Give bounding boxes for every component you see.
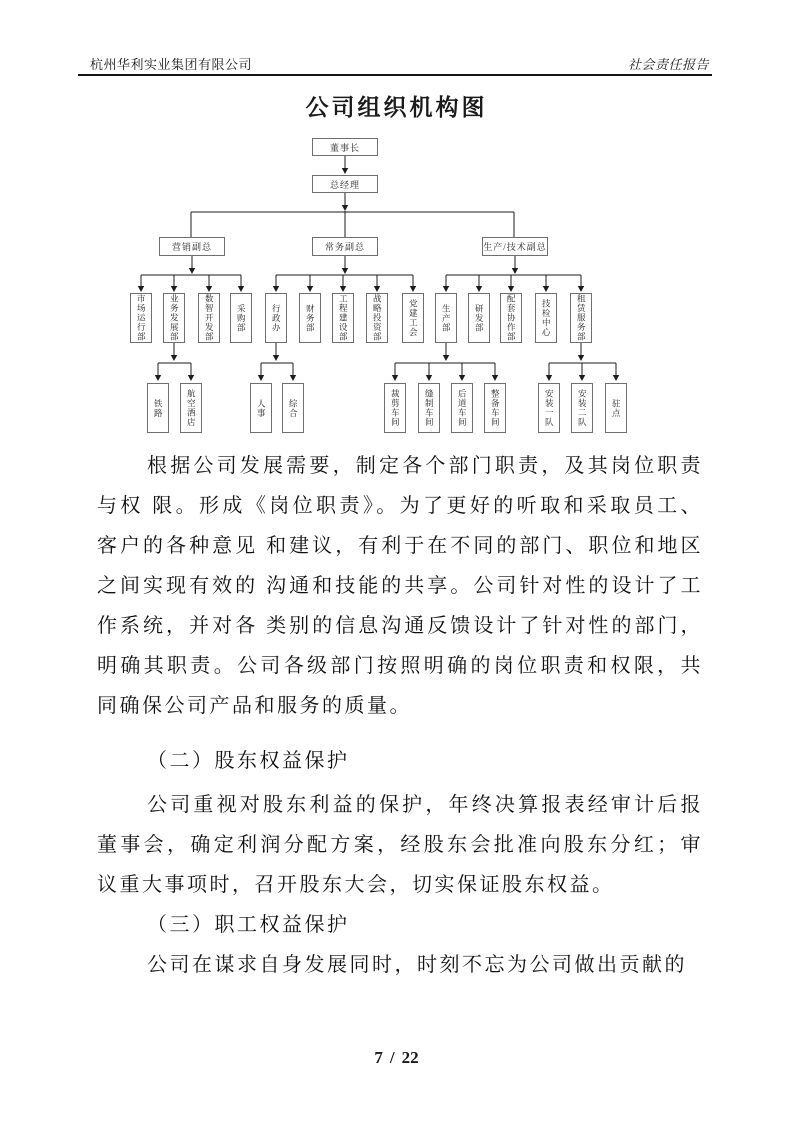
section-heading: （三）职工权益保护 <box>147 914 350 936</box>
org-node-unit-station <box>605 383 627 433</box>
org-node-dept-digital-development <box>198 293 220 343</box>
org-node-unit-aviation-hotel <box>180 383 202 433</box>
org-node-dept-party-union <box>402 293 424 343</box>
org-node-dept-leasing-service <box>570 293 592 343</box>
org-node-chairman: 董事长 <box>312 138 378 156</box>
org-node-label: 整备车间 <box>490 389 501 427</box>
body-text <box>97 446 703 985</box>
org-node-unit-installation-team-1 <box>538 383 560 433</box>
org-node-unit-hr <box>250 383 272 433</box>
text-line: 作系统，并对各 类别的信息沟通反馈设计了针对性的部门， <box>97 615 703 637</box>
org-node-unit-preparation-workshop <box>484 383 506 433</box>
text-line: 公司重视对股东利益的保护，年终决算报表经审计后报 <box>147 794 703 816</box>
org-node-label: 工程建设部 <box>338 294 349 342</box>
org-node-label: 行政办 <box>271 303 282 333</box>
org-node-dept-tech-inspection-center <box>535 293 557 343</box>
text-line: 议重大事项时，召开股东大会，切实保证股东权益。 <box>97 874 615 896</box>
org-node-dept-production <box>435 293 457 343</box>
org-node-label: 裁剪车间 <box>390 389 401 427</box>
org-node-unit-installation-team-2 <box>571 383 593 433</box>
org-node-label: 人事 <box>256 398 267 418</box>
header-company-name: 杭州华利实业集团有限公司 <box>90 57 253 72</box>
org-node-label: 采购部 <box>236 303 247 333</box>
header-report-title: 社会责任报告 <box>627 57 709 72</box>
org-node-label: 综合 <box>288 398 299 418</box>
org-node-label: 党建工会 <box>408 299 419 337</box>
org-node-label: 市场运行部 <box>136 294 147 342</box>
org-node-unit-railway <box>147 383 169 433</box>
org-node-label: 财务部 <box>305 303 316 333</box>
text-line: 公司在谋求自身发展同时，时刻不忘为公司做出贡献的 <box>147 954 687 976</box>
text-line: 明确其职责。公司各级部门按照明确的岗位职责和权限，共 <box>97 655 703 677</box>
org-node-unit-cutting-workshop <box>384 383 406 433</box>
text-line: 与权 限。形成《岗位职责》。为了更好的听取和采取员工、 <box>97 495 703 517</box>
org-node-label: 安装一队 <box>544 389 555 427</box>
body-paragraph <box>97 785 703 905</box>
text-line: 之间实现有效的 沟通和技能的共享。公司针对性的设计了工 <box>97 575 703 597</box>
section-heading: （二）股东权益保护 <box>147 750 350 772</box>
org-node-label: 业务发展部 <box>169 294 180 342</box>
page-number: 7 <box>374 1048 383 1067</box>
org-node-dept-supporting-cooperation <box>500 293 522 343</box>
org-node-label: 后道车间 <box>457 389 468 427</box>
org-node-dept-strategic-investment <box>366 293 388 343</box>
org-node-vp-executive: 常务副总 <box>312 237 378 256</box>
org-node-unit-general-affairs <box>282 383 304 433</box>
total-pages: 22 <box>401 1048 419 1067</box>
org-node-unit-finishing-workshop <box>451 383 473 433</box>
page-separator: / <box>389 1048 395 1067</box>
org-node-label: 配套协作部 <box>506 294 517 342</box>
text-line: 董事会，确定利润分配方案，经股东会批准向股东分红；审 <box>97 834 703 856</box>
org-node-label: 缝制车间 <box>424 389 435 427</box>
org-node-label: 生产部 <box>441 303 452 333</box>
org-chart <box>0 0 793 460</box>
org-node-label: 租赁服务部 <box>576 294 587 342</box>
org-node-label: 驻点 <box>611 398 622 418</box>
body-paragraph <box>97 446 703 726</box>
org-node-label: 战略投资部 <box>372 294 383 342</box>
org-node-dept-admin-office <box>265 293 287 343</box>
org-node-vp-marketing: 营销副总 <box>159 237 225 256</box>
org-node-label: 数智开发部 <box>204 294 215 342</box>
org-node-label: 铁路 <box>153 398 164 418</box>
org-node-dept-finance <box>299 293 321 343</box>
body-paragraph <box>97 945 703 985</box>
org-node-dept-business-development <box>163 293 185 343</box>
org-node-dept-market-operation <box>130 293 152 343</box>
text-line: 客户的各种意见 和建议，有利于在不同的部门、职位和地区 <box>97 535 703 557</box>
page-footer <box>0 1048 793 1068</box>
org-node-dept-procurement <box>230 293 252 343</box>
text-line: 根据公司发展需要，制定各个部门职责，及其岗位职责 <box>147 455 703 477</box>
org-node-dept-engineering-construction <box>332 293 354 343</box>
org-node-unit-sewing-workshop <box>418 383 440 433</box>
org-node-vp-production-tech: 生产/技术副总 <box>482 237 548 256</box>
text-line: 同确保公司产品和服务的质量。 <box>97 695 412 717</box>
org-node-label: 安装二队 <box>577 389 588 427</box>
org-node-label: 技检中心 <box>541 299 552 337</box>
org-node-label: 研发部 <box>474 303 485 333</box>
org-node-label: 航空酒店 <box>186 389 197 427</box>
org-node-dept-research-development <box>468 293 490 343</box>
page-title: 公司组织机构图 <box>305 95 488 120</box>
org-node-general-manager: 总经理 <box>312 175 378 193</box>
